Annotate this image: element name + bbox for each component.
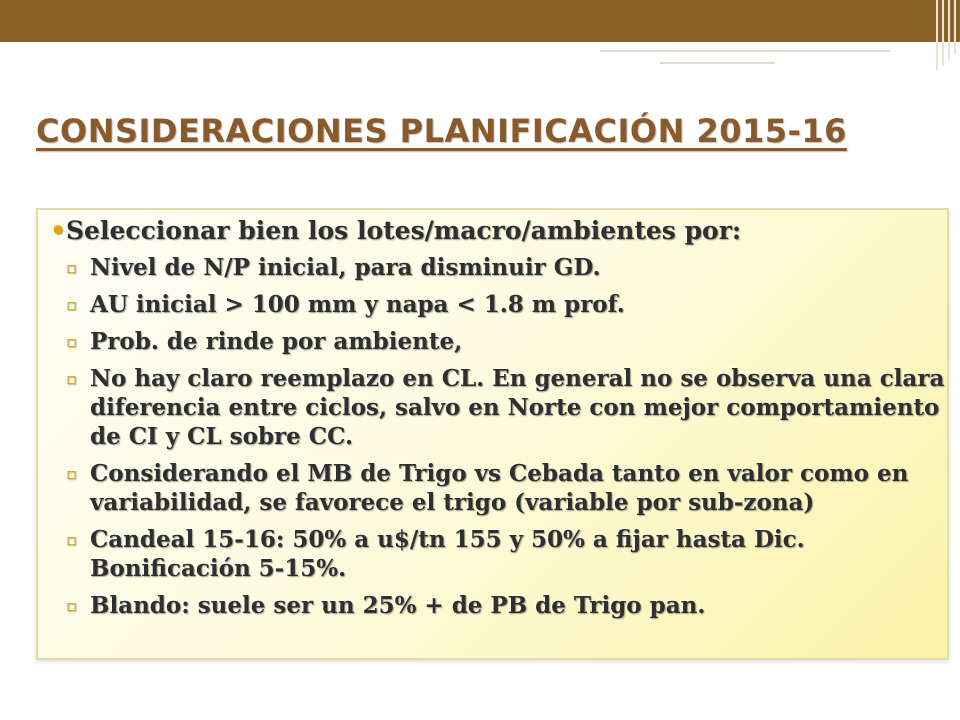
sub-bullet-list	[66, 253, 946, 620]
bullet-list	[50, 214, 946, 628]
sub-bullet-item: ▫ Prob. de rinde por ambiente,	[66, 328, 463, 355]
slide-title: CONSIDERACIONES PLANIFICACIÓN 2015-16	[36, 112, 847, 150]
square-bullet-icon: ▫	[66, 596, 77, 615]
square-bullet-icon: ▫	[66, 530, 77, 549]
square-bullet-icon: ▫	[66, 295, 77, 314]
square-bullet-icon: ▫	[66, 369, 77, 388]
decorative-rule	[600, 50, 890, 52]
square-bullet-icon: ▫	[66, 464, 77, 483]
sub-bullet-item: ▫ AU inicial > 100 mm y napa < 1.8 m prof.	[66, 291, 625, 318]
sub-bullet-item: ▫ No hay claro reemplazo en CL. En general no se observa una clara diferencia entre ciclos, salvo en Norte con mejor comportamiento de CI y CL sobre CC.	[66, 365, 945, 450]
sub-bullet-item: ▫ Blando: suele ser un 25% + de PB de Trigo pan.	[66, 592, 706, 619]
main-bullet	[50, 214, 946, 247]
sub-bullet-item: ▫ Considerando el MB de Trigo vs Cebada tanto en valor como en variabilidad, se favorece el trigo (variable por sub-zona)	[66, 460, 909, 516]
decorative-rule	[660, 62, 775, 64]
main-bullet-text: Seleccionar bien los lotes/macro/ambientes por:	[66, 216, 742, 245]
header-band	[0, 0, 930, 42]
sub-bullet-item: ▫ Nivel de N/P inicial, para disminuir GD.	[66, 254, 601, 281]
square-bullet-icon: ▫	[66, 258, 77, 277]
square-bullet-icon: ▫	[66, 332, 77, 351]
sub-bullet-item: ▫ Candeal 15-16: 50% a u$/tn 155 y 50% a fijar hasta Dic. Bonificación 5-15%.	[66, 526, 805, 582]
decorative-lines	[930, 0, 960, 70]
bullet-dot-icon: •	[50, 216, 66, 245]
